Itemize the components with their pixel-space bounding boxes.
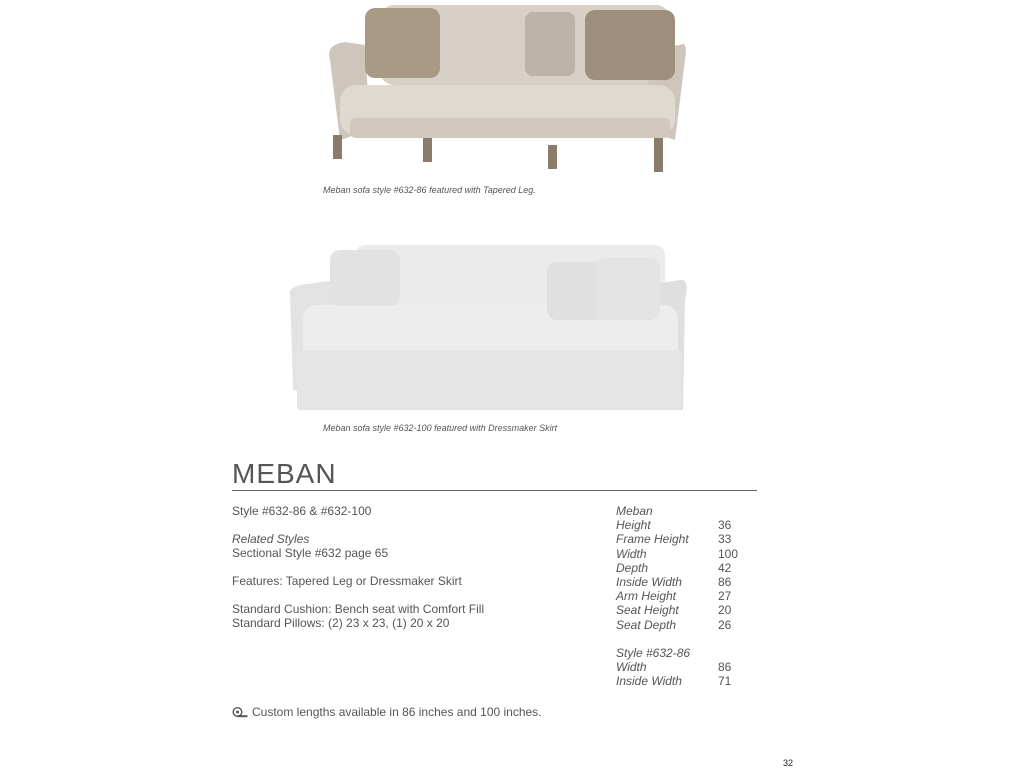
spec-row (616, 518, 738, 532)
custom-lengths-text: Custom lengths available in 86 inches and 100 inches. (252, 705, 542, 719)
spec-value: 20 (718, 603, 732, 618)
spec-row (616, 674, 738, 688)
spec-label: Height (616, 518, 651, 533)
spec-row (616, 603, 738, 617)
standard-cushion: Standard Cushion: Bench seat with Comfort Fill (232, 602, 485, 616)
spec-label: Inside Width (616, 674, 682, 689)
spec-value: 100 (718, 546, 739, 561)
features: Features: Tapered Leg or Dressmaker Skirt (232, 574, 462, 588)
spec-row (616, 561, 738, 575)
spec-label: Inside Width (616, 575, 682, 590)
spec-label: Seat Depth (616, 617, 677, 632)
page-title: MEBAN (232, 458, 337, 489)
spec-label: Width (616, 660, 647, 675)
spec-value: 86 (718, 660, 732, 675)
spec-label: Frame Height (616, 532, 689, 547)
spec-row (616, 589, 738, 603)
alt-dimensions-heading: Style #632-86 (616, 645, 691, 660)
spec-row (616, 575, 738, 589)
spec-label: Width (616, 546, 647, 561)
spec-label: Depth (616, 560, 649, 575)
title-divider (232, 490, 757, 491)
sofa1-caption: Meban sofa style #632-86 featured with Tapered Leg. (323, 185, 536, 195)
tape-measure-icon (232, 707, 248, 718)
spec-value: 86 (718, 575, 732, 590)
spec-value: 42 (718, 560, 732, 575)
spec-value: 36 (718, 518, 732, 533)
related-styles-heading: Related Styles (232, 532, 310, 546)
spec-row (616, 547, 738, 561)
spec-value: 26 (718, 617, 732, 632)
spec-row (616, 618, 738, 632)
spec-label: Seat Height (616, 603, 679, 618)
sofa-dressmaker-skirt-image (285, 240, 695, 415)
spec-row (616, 660, 738, 674)
spec-label: Arm Height (616, 589, 677, 604)
spec-row (616, 532, 738, 546)
custom-lengths-note (232, 705, 542, 719)
sofa2-caption: Meban sofa style #632-100 featured with Dressmaker Skirt (323, 423, 558, 433)
standard-pillows: Standard Pillows: (2) 23 x 23, (1) 20 x 20 (232, 616, 450, 630)
sofa-tapered-leg-image (320, 0, 690, 180)
related-styles: Sectional Style #632 page 65 (232, 546, 389, 560)
spec-value: 33 (718, 532, 732, 547)
spec-value: 27 (718, 589, 732, 604)
dimensions-table (616, 504, 738, 688)
dimensions-heading: Meban (616, 504, 653, 518)
spec-value: 71 (718, 674, 732, 689)
page-number: 32 (783, 758, 794, 768)
style-numbers: Style #632-86 & #632-100 (232, 504, 372, 518)
